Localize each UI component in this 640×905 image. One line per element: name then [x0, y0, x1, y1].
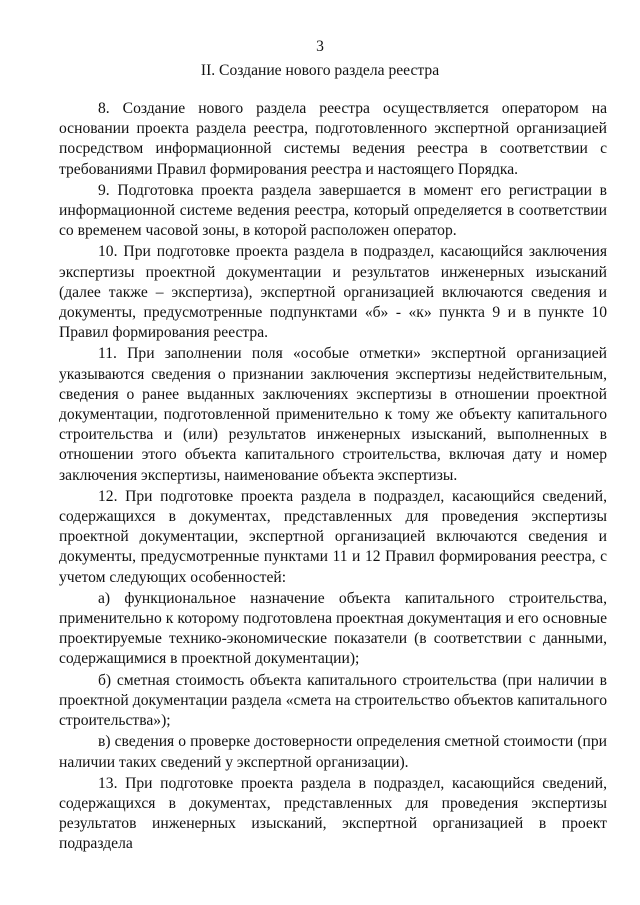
paragraph-12-item-a: а) функциональное назначение объекта капитального строительства, применительно к которому подготовлена проектная документация и его основные проектируемые технико-экономические показатели (в соответствии с данными, содержащимися в проектной документации);	[59, 589, 607, 668]
paragraph-8: 8. Создание нового раздела реестра осуществляется оператором на основании проекта раздела реестра, подготовленного экспертной организацией посредством информационной системы ведения реестра в соответствии с требованиями Правил формирования реестра и настоящего Порядка.	[59, 100, 607, 178]
section-title: II. Создание нового раздела реестра	[200, 62, 440, 79]
paragraph-10: 10. При подготовке проекта раздела в подраздел, касающийся заключения экспертизы проектной документации и результатов инженерных изысканий (далее также – экспертиза), экспертной организацией включаются сведения и документы, предусмотренные подпунктами «б» - «к» пункта 9 и в пункте 10 Правил формирования реестра.	[59, 243, 607, 342]
paragraph-9: 9. Подготовка проекта раздела завершается в момент его регистрации в информационной системе ведения реестра, который определяется в соответствии со временем часовой зоны, в которой расположен оператор.	[59, 181, 607, 240]
page-number: 3	[316, 38, 324, 55]
document-body	[59, 99, 607, 855]
paragraph-12: 12. При подготовке проекта раздела в подраздел, касающийся сведений, содержащихся в документах, представленных для проведения экспертизы проектной документации, экспертной организацией включаются сведения и документы, предусмотренные пунктами 11 и 12 Правил формирования реестра, с учетом следующих особенностей:	[59, 487, 607, 586]
paragraph-12-item-b: б) сметная стоимость объекта капитального строительства (при наличии в проектной документации раздела «смета на строительство объектов капитального строительства»);	[59, 671, 607, 730]
paragraph-11: 11. При заполнении поля «особые отметки» экспертной организацией указываются сведения о признании заключения экспертизы недействительным, сведения о ранее выданных заключениях экспертизы в отношении проектной документации, подготовленной применительно к тому же объекту капитального строительства и (или) результатов инженерных изысканий, выполненных в отношении этого объекта капитального строительства, включая дату и номер заключения экспертизы, наименование объекта экспертизы.	[59, 345, 607, 484]
paragraph-13: 13. При подготовке проекта раздела в подраздел, касающийся сведений, содержащихся в документах, представленных для проведения экспертизы результатов инженерных изысканий, экспертной организацией в проект подраздела	[59, 774, 607, 853]
paragraph-12-item-c: в) сведения о проверке достоверности определения сметной стоимости (при наличии таких сведений у экспертной организации).	[59, 733, 607, 771]
